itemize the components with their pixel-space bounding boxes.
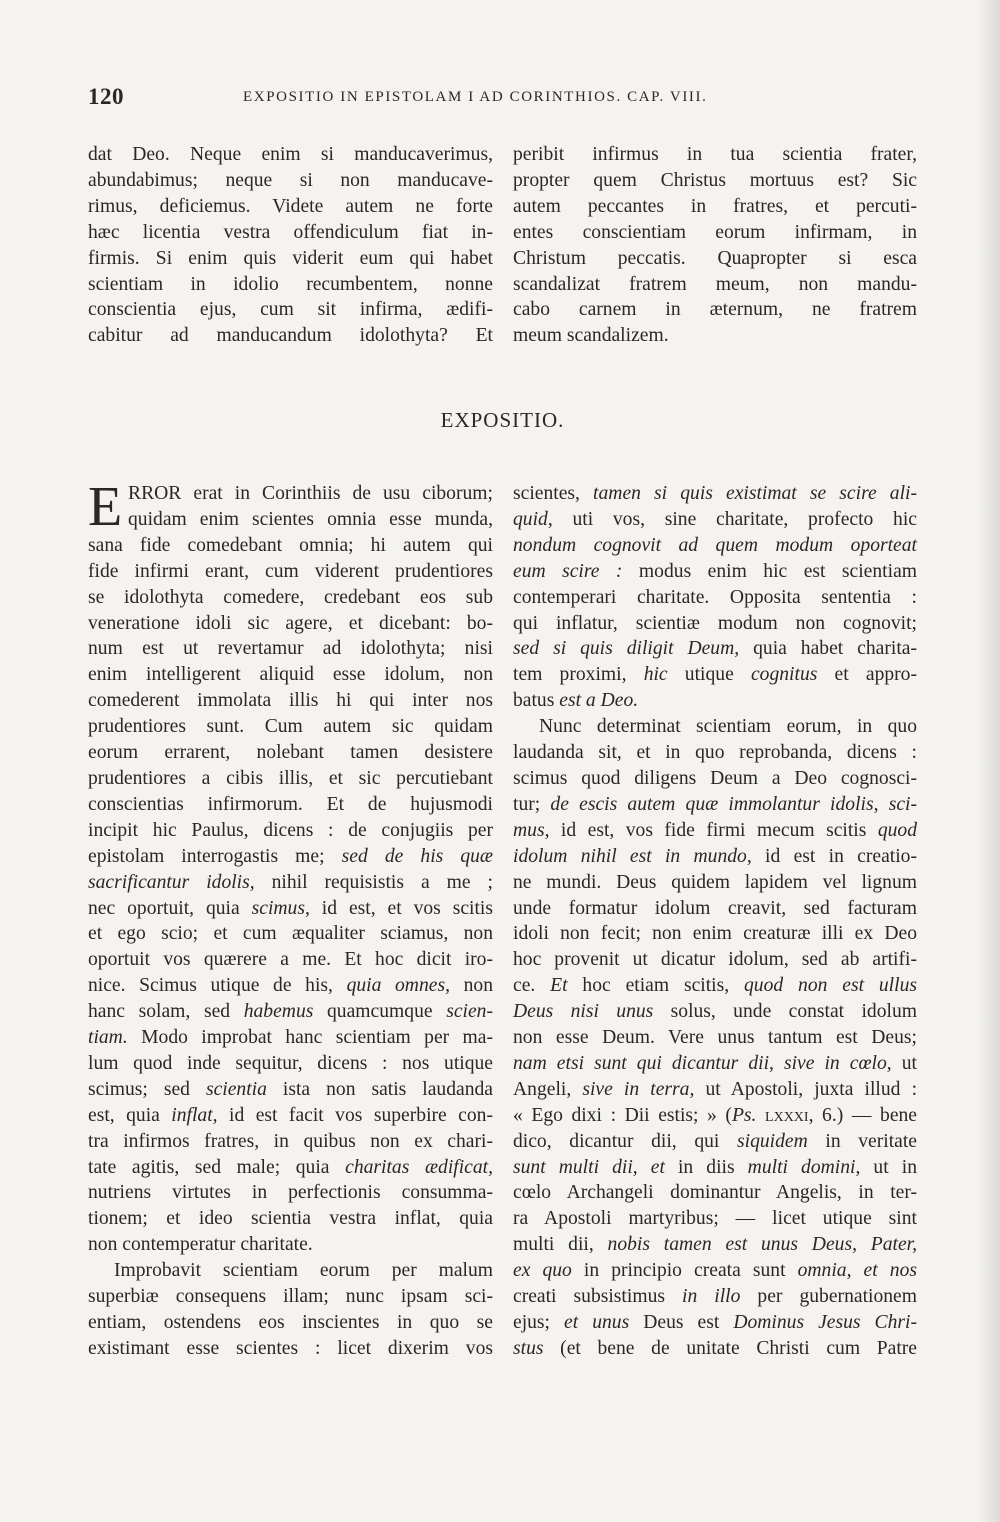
commentary-right-column	[513, 481, 917, 1362]
text-line: nam etsi sunt qui dicantur dii, sive in cœlo, ut	[513, 1052, 918, 1074]
text-line: lum quod inde sequitur, dicens : nos utique	[88, 1052, 493, 1074]
text-line: Nunc determinat scientiam eorum, in quo	[539, 716, 917, 738]
text-line: tiam. Modo improbat hanc scientiam per ma-	[88, 1027, 493, 1049]
text-line: contemperari charitate. Opposita sententia :	[513, 586, 917, 608]
text-line: scientiam in idolio recumbentem, nonne	[88, 273, 493, 295]
text-line: meum scandalizem.	[513, 325, 669, 347]
text-line: ne mundi. Deus quidem lapidem vel lignum	[513, 871, 917, 893]
text-line: scimus quod diligens Deum a Deo cognosci-	[513, 767, 917, 789]
text-line: abundabimus; neque si non manducave-	[88, 169, 493, 191]
text-line: veneratione idoli sic agere, et dicebant: bo-	[88, 612, 493, 634]
text-line: laudanda sit, et in quo reprobanda, dicens :	[513, 742, 917, 764]
page-number: 120	[88, 84, 124, 109]
text-line: Angeli, sive in terra, ut Apostoli, juxta illud :	[513, 1078, 918, 1100]
text-line: quidam enim scientes omnia esse munda,	[128, 508, 493, 530]
text-line: fide infirmi erant, cum viderent prudentiores	[88, 560, 493, 582]
text-line: entiam, ostendens eos inscientes in quo se	[88, 1312, 493, 1333]
text-line: cabo carnem in æternum, ne fratrem	[513, 299, 917, 321]
text-line: scientes, tamen si quis existimat se scire ali-	[513, 483, 917, 504]
text-line: nec oportuit, quia scimus, id est, et vos scitis	[88, 897, 493, 919]
text-line: Christum peccatis. Quapropter si esca	[513, 247, 917, 269]
text-line: idolum nihil est in mundo, id est in creatio-	[513, 845, 917, 867]
text-line: quid, uti vos, sine charitate, profecto hic	[513, 508, 917, 530]
section-heading: EXPOSITIO.	[440, 408, 565, 432]
text-line: et ego scio; et cum æqualiter sciamus, non	[88, 923, 493, 945]
text-line: mus, id est, vos fide firmi mecum scitis quod	[513, 819, 917, 841]
text-line: est, quia inflat, id est facit vos superbire con-	[88, 1104, 493, 1126]
text-line: unde formatur idolum creavit, sed facturam	[513, 897, 917, 919]
text-line: qui inflatur, scientiæ modum non cognovit;	[513, 612, 917, 634]
text-line: nondum cognovit ad quem modum oporteat	[513, 534, 917, 556]
running-title: EXPOSITIO IN EPISTOLAM I AD CORINTHIOS. CAP. VIII.	[243, 89, 708, 105]
text-line: sed si quis diligit Deum, quia habet charita-	[513, 638, 917, 660]
text-line: dico, dicantur dii, qui siquidem in veritate	[513, 1130, 918, 1152]
text-line: dat Deo. Neque enim si manducaverimus,	[88, 144, 493, 165]
text-line: epistolam interrogastis me; sed de his quæ	[88, 845, 493, 867]
text-line: enim intelligerent aliquid esse idolum, non	[88, 664, 493, 686]
text-line: sacrificantur idolis, nihil requisistis a me ;	[88, 871, 493, 893]
text-line: eum scire : modus enim hic est scientiam	[513, 560, 918, 582]
commentary-left-column	[88, 476, 494, 1362]
text-line: peribit infirmus in tua scientia frater,	[513, 144, 917, 165]
scripture-right-column	[513, 142, 917, 349]
text-line: Deus nisi unus solus, unde constat idolum	[513, 1001, 917, 1023]
text-line: oportuit vos quærere a me. Et hoc dicit iro-	[88, 949, 493, 971]
text-line: entes conscientiam eorum infirmam, in	[513, 221, 917, 243]
text-line: firmis. Si enim quis viderit eum qui habet	[88, 247, 493, 269]
text-line: eorum errarent, nolebant tamen desistere	[88, 742, 493, 764]
text-line: conscientias infirmorum. Et de hujusmodi	[88, 793, 493, 815]
running-head	[88, 84, 918, 114]
text-line: cabitur ad manducandum idolothyta? Et	[88, 325, 493, 347]
text-line: « Ego dixi : Dii estis; » (Ps. lxxxi, 6.) — bene	[513, 1104, 918, 1126]
text-line: sana fide comedebant omnia; hi autem qui	[88, 534, 493, 556]
text-line: se idolothyta comedere, credebant eos sub	[88, 586, 493, 608]
text-line: hanc solam, sed habemus quamcumque scien-	[88, 1001, 493, 1023]
text-line: tate agitis, sed male; quia charitas ædificat,	[88, 1156, 494, 1178]
text-line: cœlo Archangeli dominantur Angelis, in ter-	[513, 1182, 917, 1204]
scripture-left-column	[88, 142, 493, 349]
text-line: non esse Deum. Vere unus tantum est Deus;	[513, 1027, 917, 1049]
text-line: rimus, deficiemus. Videte autem ne forte	[88, 195, 493, 217]
text-line: idoli non fecit; non enim creaturæ illi ex Deo	[513, 923, 917, 945]
page-edge-shadow	[978, 0, 1000, 1522]
text-line: batus est a Deo.	[513, 690, 639, 712]
text-line: ce. Et hoc etiam scitis, quod non est ullus	[513, 975, 917, 997]
text-line: incipit hic Paulus, dicens : de conjugiis per	[88, 819, 493, 841]
text-line: tur; de escis autem quæ immolantur idolis, sci-	[513, 793, 917, 815]
text-line: RROR erat in Corinthiis de usu ciborum;	[128, 483, 493, 504]
text-line: multi dii, nobis tamen est unus Deus, Pater,	[513, 1234, 918, 1256]
text-line: autem peccantes in fratres, et percuti-	[513, 195, 917, 217]
text-line: propter quem Christus mortuus est? Sic	[513, 169, 917, 191]
text-line: ejus; et unus Deus est Dominus Jesus Chri-	[513, 1312, 918, 1333]
text-line: nice. Scimus utique de his, quia omnes, non	[88, 975, 493, 997]
text-line: existimant esse scientes : licet dixerim vos	[88, 1337, 493, 1359]
text-line: superbiæ consequens illam; nunc ipsam sci-	[88, 1286, 493, 1308]
text-line: ex quo in principio creata sunt omnia, et nos	[513, 1260, 917, 1282]
text-line: tra infirmos fratres, in quibus non ex chari-	[88, 1130, 493, 1152]
drop-cap: E	[88, 476, 123, 538]
text-line: Improbavit scientiam eorum per malum	[114, 1260, 493, 1282]
text-line: prudentiores a cibis illis, et sic percutiebant	[88, 767, 493, 789]
text-line: nutriens virtutes in perfectionis consumma-	[88, 1182, 493, 1204]
text-line: creati subsistimus in illo per gubernationem	[513, 1286, 917, 1308]
text-line: prudentiores sunt. Cum autem sic quidam	[88, 716, 493, 738]
text-line: sunt multi dii, et in diis multi domini, ut in	[513, 1156, 917, 1178]
text-line: stus (et bene de unitate Christi cum Patre	[513, 1337, 917, 1359]
text-line: non contemperatur charitate.	[88, 1234, 313, 1256]
text-line: tem proximi, hic utique cognitus et appro-	[513, 664, 918, 686]
text-line: conscientia ejus, cum sit infirma, ædifi-	[88, 299, 493, 321]
text-line: hæc licentia vestra offendiculum fiat in-	[88, 221, 493, 243]
text-line: scandalizat fratrem meum, non mandu-	[513, 273, 917, 295]
text-line: hoc provenit ut dicatur idolum, sed ab artifi-	[513, 949, 917, 971]
text-line: ra Apostoli martyribus; — licet utique sint	[513, 1208, 917, 1230]
text-line: comederent immolata illis hi qui inter nos	[88, 690, 493, 712]
text-line: scimus; sed scientia ista non satis laudanda	[88, 1078, 494, 1100]
text-line: tionem; et ideo scientia vestra inflat, quia	[88, 1208, 493, 1230]
text-line: num est ut revertamur ad idolothyta; nisi	[88, 638, 493, 660]
